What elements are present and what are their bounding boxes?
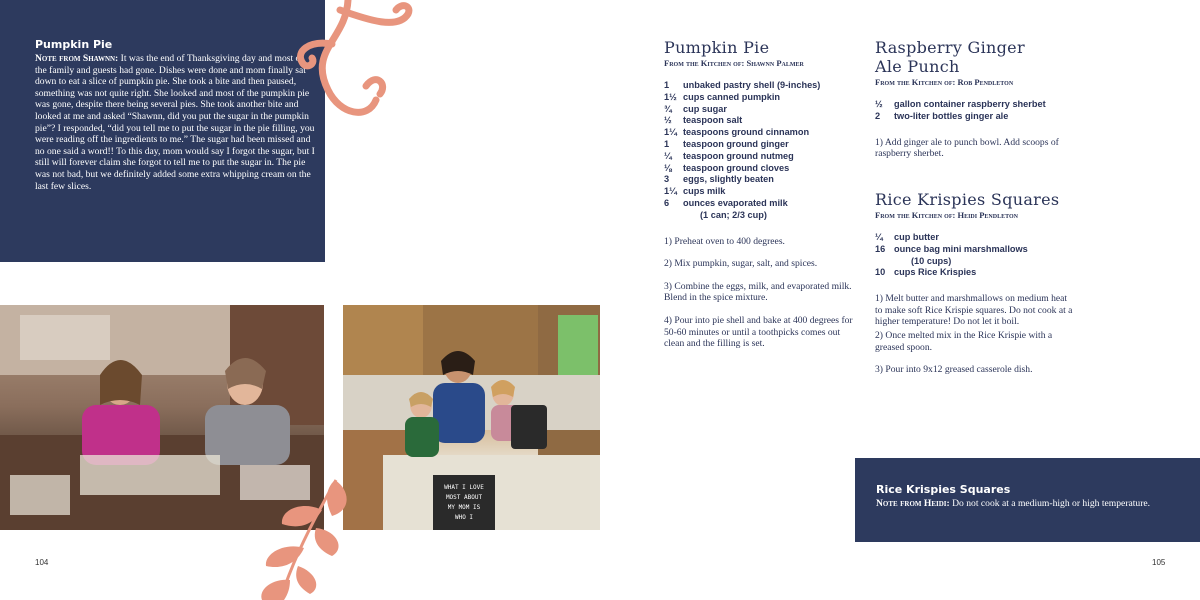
ingredient-row <box>664 104 854 116</box>
ingredient-item: ounce bag mini marshmallows <box>894 243 1028 254</box>
tip-note-label: Note from Heidi: <box>876 498 950 509</box>
tip-note-title: Rice Krispies Squares <box>876 483 1011 496</box>
ingredient-row <box>664 139 854 151</box>
ingredient-qty: 1 <box>664 138 670 149</box>
ingredient-row <box>664 80 854 92</box>
photo-family-kitchen <box>343 305 601 530</box>
ingredient-qty: 2 <box>875 110 881 121</box>
ingredients-punch <box>875 99 1075 123</box>
recipe-title-punch-line2: Ale Punch <box>875 57 960 76</box>
ingredient-item: gallon container raspberry sherbet <box>894 99 1046 109</box>
ingredients-rice-krispies <box>875 232 1075 279</box>
recipe-step: 2) Once melted mix in the Rice Krispie with a greased spoon. <box>875 329 1053 353</box>
ingredient-qty: 1¼ <box>664 127 677 138</box>
recipe-from-punch: From the Kitchen of: Rob Pendleton <box>875 77 1014 87</box>
ingredient-row <box>664 115 854 127</box>
ingredient-row <box>664 127 854 139</box>
ingredient-row <box>664 198 854 210</box>
recipe-step: 1) Melt butter and marshmallows on medium heat to make soft Rice Krispie squares. Do not cook at a higher temperature! Do not let it boil. <box>875 293 1073 328</box>
ingredient-row <box>664 163 854 175</box>
ingredients-pumpkin-pie <box>664 80 854 222</box>
recipe-from-rice-krispies: From the Kitchen of: Heidi Pendleton <box>875 210 1018 220</box>
recipe-raspberry-punch <box>875 38 1075 171</box>
leaf-branch-icon <box>240 470 360 600</box>
recipe-from-pumpkin-pie: From the Kitchen of: Shawnn Palmer <box>664 58 804 68</box>
ingredient-item: cup sugar <box>683 103 727 114</box>
story-note-label: Note from Shawnn: <box>35 53 119 64</box>
page-number-right: 105 <box>1152 558 1166 567</box>
recipe-step: 4) Pour into pie shell and bake at 400 degrees for 50-60 minutes or until a toothpicks comes out clean and the filling is set. <box>664 314 853 350</box>
recipe-title-pumpkin-pie: Pumpkin Pie <box>664 38 770 57</box>
ingredient-row <box>875 267 1075 279</box>
ingredient-item: ounces evaporated milk <box>683 197 788 208</box>
ingredient-qty: ⅛ <box>664 162 672 173</box>
letter-board-sign: WHAT I LOVE <box>444 484 484 491</box>
recipe-step: 2) Mix pumpkin, sugar, salt, and spices. <box>664 258 818 270</box>
ingredient-qty: 3 <box>664 174 670 185</box>
ingredient-item: teaspoon salt <box>683 115 743 126</box>
tip-note-body: Do not cook at a medium-high or high temperature. <box>949 498 1151 509</box>
ingredient-item: cups Rice Krispies <box>894 267 977 278</box>
ingredient-qty: 10 <box>875 267 886 278</box>
ingredient-item: cups milk <box>683 186 726 197</box>
ingredient-qty: 1¼ <box>664 186 677 197</box>
ingredient-row <box>664 186 854 198</box>
ingredient-row <box>875 111 1075 123</box>
ingredient-item: teaspoons ground cinnamon <box>683 127 810 138</box>
recipe-step: 3) Pour into 9x12 greased casserole dish. <box>875 364 1033 376</box>
ingredient-item: cup butter <box>894 232 939 242</box>
tip-note-box <box>855 458 1200 542</box>
ingredient-item: eggs, slightly beaten <box>683 174 774 185</box>
ingredient-qty: ¼ <box>875 232 883 242</box>
ingredient-row <box>875 244 1075 256</box>
recipe-title-rice-krispies: Rice Krispies Squares <box>875 190 1060 209</box>
ingredient-row <box>664 151 854 163</box>
ingredient-note: (10 cups) <box>911 255 952 266</box>
ingredient-qty: 16 <box>875 243 886 254</box>
swirl-flourish-icon <box>288 0 418 132</box>
story-note-text <box>35 53 317 192</box>
recipe-pumpkin-pie <box>664 38 854 361</box>
tip-note-text <box>876 498 1196 510</box>
recipe-step: 3) Combine the eggs, milk, and evaporated milk. Blend in the spice mixture. <box>664 280 852 304</box>
letter-board-sign-line3: MY MOM IS <box>447 504 481 511</box>
ingredient-row <box>875 99 1075 111</box>
story-note-title: Pumpkin Pie <box>35 38 113 51</box>
ingredient-item: teaspoon ground nutmeg <box>683 150 794 161</box>
ingredient-note: (1 can; 2/3 cup) <box>700 209 767 220</box>
story-note-box <box>0 0 325 262</box>
ingredient-row <box>664 174 854 186</box>
ingredient-qty: ¼ <box>664 150 672 161</box>
ingredient-row <box>664 92 854 104</box>
story-note-body: It was the end of Thanksgiving day and most of the family and guests had gone. Dishes were done and mom finally sat down to eat a slice of pumpkin pie. She took a bite and then paused, something was not quite right. She looked and most of the pumpkin pie was gone, despite there being several pies. She took another bite and looked at me and asked “Shawnn, did you put the sugar in the pumpkin pie”? I responded, “did you tell me to put the sugar in the pie filling, you were reading off the ingredients to me.” The sugar had been missed and no one said a word!! To this day, mom would say I forgot the sugar, but I still will forever claim she forgot to tell me to put the sugar in. The pie was not bad, but we definitely added some extra whipping cream on the last few slices. <box>35 53 315 192</box>
photo-family-kitchen-image <box>343 305 601 530</box>
ingredient-item: unbaked pastry shell (9-inches) <box>683 80 821 90</box>
ingredient-qty: 1½ <box>664 91 677 102</box>
letter-board-sign-line4: WHO I <box>454 514 474 521</box>
ingredient-row <box>875 232 1075 244</box>
ingredient-item: teaspoon ground ginger <box>683 138 789 149</box>
ingredient-item: teaspoon ground cloves <box>683 162 790 173</box>
page-number-left: 104 <box>35 558 49 567</box>
recipe-step: 1) Preheat oven to 400 degrees. <box>664 235 785 247</box>
ingredient-qty: ½ <box>664 115 672 126</box>
recipe-title-punch-line1: Raspberry Ginger <box>875 38 1025 57</box>
recipe-step: 1) Add ginger ale to punch bowl. Add scoops of raspberry sherbet. <box>875 136 1059 160</box>
ingredient-qty: 6 <box>664 197 670 208</box>
letter-board-sign-line2: MOST ABOUT <box>445 494 483 501</box>
ingredient-qty: ½ <box>875 99 883 109</box>
ingredient-item: cups canned pumpkin <box>683 91 780 102</box>
ingredient-qty: ¾ <box>664 103 672 114</box>
ingredient-qty: 1 <box>664 80 670 90</box>
recipe-rice-krispies <box>875 190 1075 387</box>
ingredient-item: two-liter bottles ginger ale <box>894 110 1009 121</box>
